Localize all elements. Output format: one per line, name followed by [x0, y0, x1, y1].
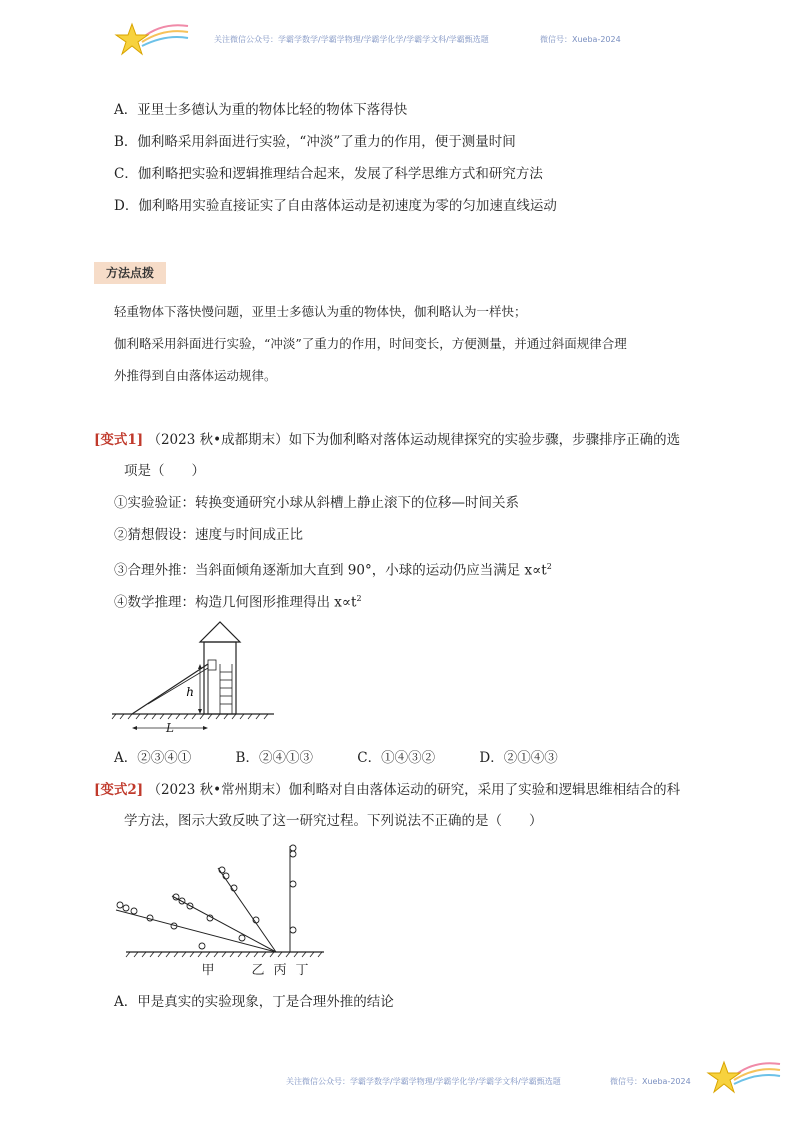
footer-wechat: 微信号：Xueba-2024	[610, 1077, 691, 1086]
question-2-stem-1: （2023 秋•常州期末）伽利略对自由落体运动的研究，采用了实验和逻辑思维相结合的科	[147, 782, 681, 798]
star-logo-icon	[112, 18, 192, 60]
option-b: B．伽利略采用斜面进行实验，“冲淡”了重力的作用，便于测量时间	[114, 134, 516, 150]
q1-option-b[interactable]: B．②④①③	[235, 750, 313, 766]
q1-option-c[interactable]: C．①④③②	[357, 750, 436, 766]
incline-tower-figure	[108, 620, 278, 740]
option-d: D．伽利略用实验直接证实了自由落体运动是初速度为零的匀加速直线运动	[114, 198, 557, 214]
q2-option-a[interactable]: A．甲是真实的实验现象，丁是合理外推的结论	[114, 994, 394, 1010]
q1-option-d[interactable]: D．②①④③	[479, 750, 558, 766]
method-label: 方法点拨	[94, 262, 166, 284]
step-2: ②猜想假设：速度与时间成正比	[114, 527, 303, 543]
fig-label-bing: 丙	[273, 963, 287, 978]
question-2-tag: [变式2]	[94, 782, 144, 798]
fig-label-jia: 甲	[201, 963, 215, 978]
method-line-3: 外推得到自由落体运动规律。	[114, 368, 277, 383]
question-1-stem-2: 项是（ ）	[124, 463, 205, 479]
h-label: h	[186, 685, 194, 699]
option-a: A．亚里士多德认为重的物体比轻的物体下落得快	[114, 102, 408, 118]
option-c: C．伽利略把实验和逻辑推理结合起来，发展了科学思维方式和研究方法	[114, 166, 543, 182]
question-1-stem	[94, 431, 680, 449]
step-3-text: ③合理外推：当斜面倾角逐渐加大直到 90°，小球的运动仍应当满足 x∝t	[114, 562, 547, 579]
method-line-2: 伽利略采用斜面进行实验，“冲淡”了重力的作用，时间变长，方便测量，并通过斜面规律合理	[114, 336, 627, 351]
question-2-stem-2: 学方法，图示大致反映了这一研究过程。下列说法不正确的是（ ）	[124, 813, 543, 829]
question-1-tag: [变式1]	[94, 432, 144, 448]
fig-label-yi: 乙	[251, 963, 265, 978]
method-line-1: 轻重物体下落快慢问题，亚里士多德认为重的物体快，伽利略认为一样快；	[114, 304, 527, 319]
footer-text: 关注微信公众号：学霸学数学/学霸学物理/学霸学化学/学霸学文科/学霸甄选题	[286, 1077, 561, 1086]
step-4	[114, 590, 362, 612]
step-4-sup: 2	[356, 594, 362, 603]
inclines-figure	[112, 840, 332, 980]
footer-star-logo-icon	[704, 1056, 784, 1098]
question-1-options	[114, 749, 598, 767]
question-1-stem-1: （2023 秋•成都期末）如下为伽利略对落体运动规律探究的实验步骤，步骤排序正确的选	[147, 432, 681, 448]
step-3-sup: 2	[546, 562, 552, 571]
question-2-stem	[94, 781, 680, 799]
step-3	[114, 558, 552, 580]
header-wechat: 微信号：Xueba-2024	[540, 35, 621, 44]
l-label: L	[166, 721, 174, 735]
q1-option-a[interactable]: A．②③④①	[114, 750, 192, 766]
step-1: ①实验验证：转换变通研究小球从斜槽上静止滚下的位移—时间关系	[114, 495, 519, 511]
fig-label-ding: 丁	[295, 963, 309, 978]
step-4-text: ④数学推理：构造几何图形推理得出 x∝t	[114, 594, 357, 611]
header-text: 关注微信公众号：学霸学数学/学霸学物理/学霸学化学/学霸学文科/学霸甄选题	[214, 35, 489, 44]
